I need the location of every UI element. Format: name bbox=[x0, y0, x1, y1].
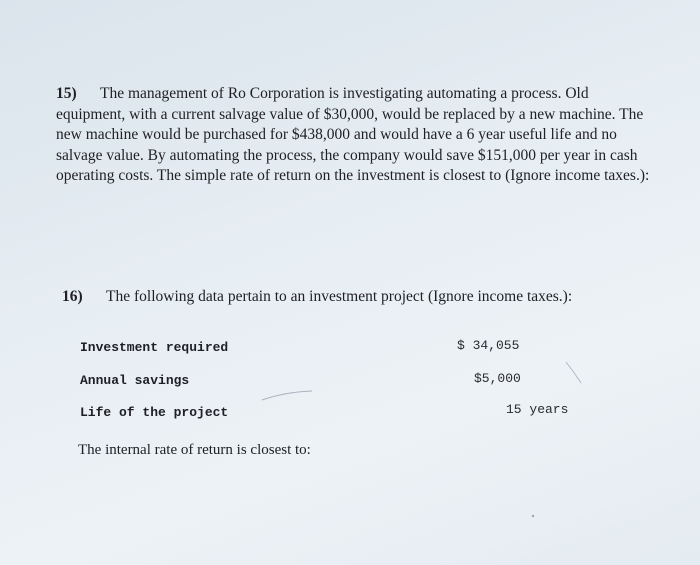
question-15-line-4: salvage value. By automating the process, the company would save $151,000 per year in cash bbox=[56, 146, 638, 164]
question-15-text-1: The management of Ro Corporation is investigating automating a process. Old bbox=[100, 85, 589, 102]
life-of-project-label: Life of the project bbox=[80, 405, 229, 420]
investment-required-value: $ 34,055 bbox=[457, 338, 520, 353]
question-16-number: 16) bbox=[62, 288, 83, 305]
question-15-line-2: equipment, with a current salvage value of $30,000, would be replaced by a new machine. The bbox=[56, 105, 644, 123]
question-16-closing: The internal rate of return is closest to: bbox=[78, 442, 311, 458]
annual-savings-value: $5,000 bbox=[474, 371, 521, 386]
investment-required-label: Investment required bbox=[80, 340, 229, 355]
question-15-line-3: new machine would be purchased for $438,000 and would have a 6 year useful life and no bbox=[56, 126, 617, 143]
annual-savings-label: Annual savings bbox=[80, 373, 190, 388]
pencil-tick-mark bbox=[566, 362, 581, 383]
question-15-number: 15) bbox=[56, 85, 77, 102]
life-of-project-value: 15 years bbox=[506, 402, 569, 417]
question-15-line-5: operating costs. The simple rate of return on the investment is closest to (Ignore income taxes.): bbox=[56, 167, 650, 184]
pencil-stroke-mark bbox=[262, 391, 312, 400]
pencil-dot-mark bbox=[532, 515, 534, 517]
question-16-intro-text: The following data pertain to an investment project (Ignore income taxes.): bbox=[106, 288, 573, 305]
